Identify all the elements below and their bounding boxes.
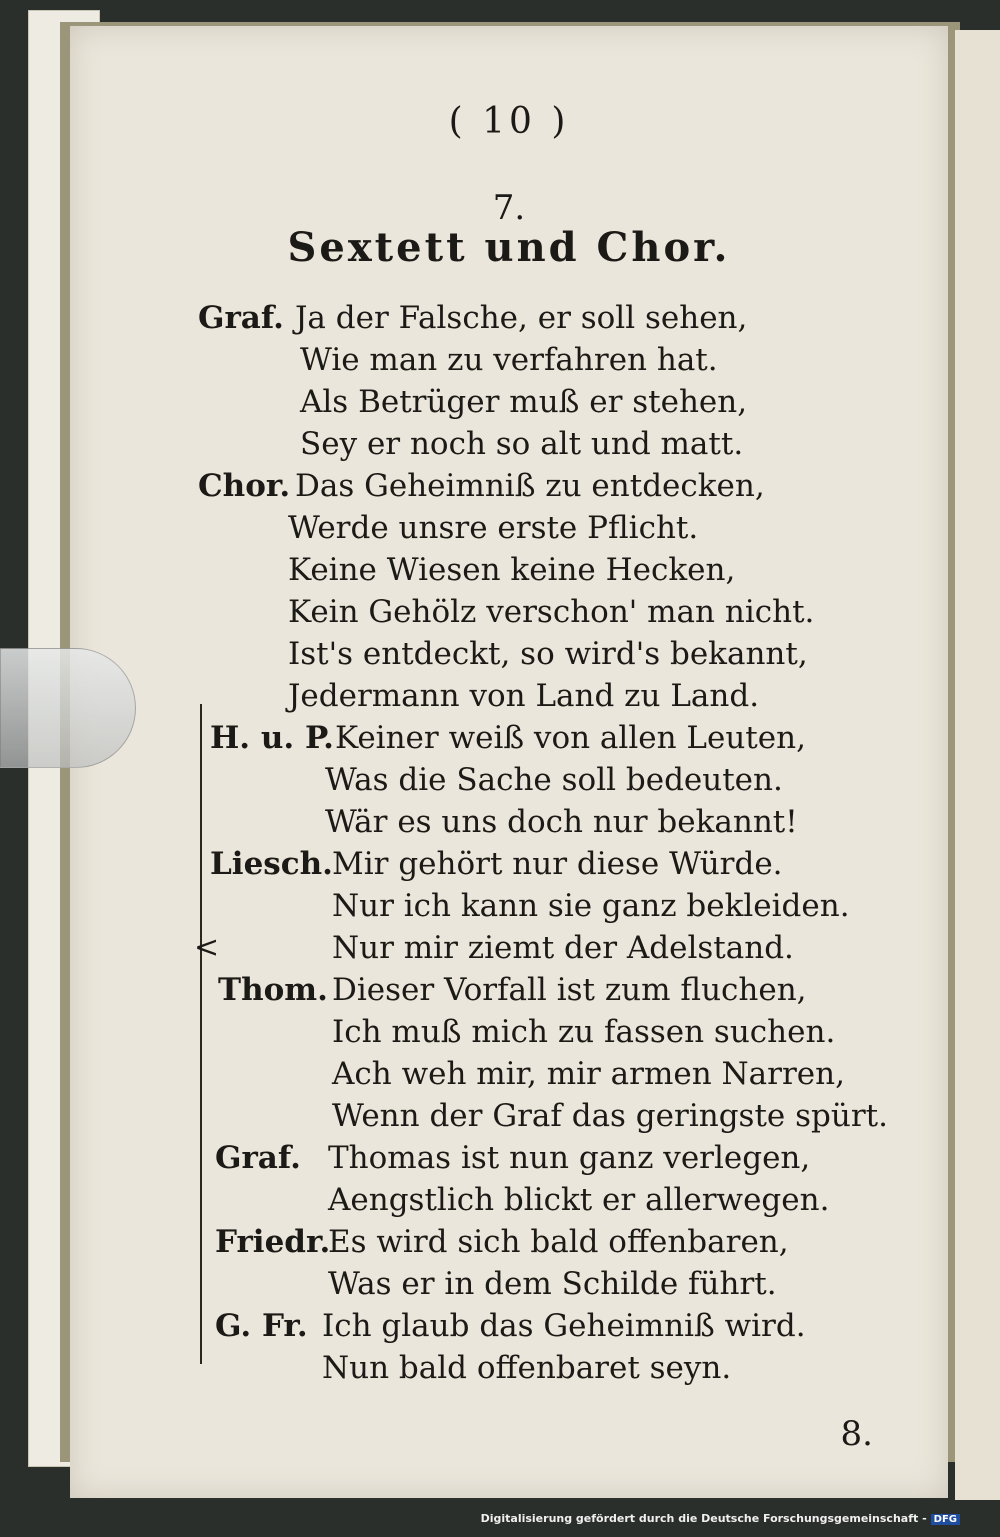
verse-line: Ich muß mich zu fassen suchen.	[332, 1014, 836, 1050]
page-number: ( 10 )	[448, 101, 570, 142]
verse-line: Mir gehört nur diese Würde.	[332, 846, 783, 882]
speaker-name: Chor.	[198, 468, 291, 504]
verse-line: Was er in dem Schilde führt.	[328, 1266, 777, 1302]
speaker-name: Liesch.	[210, 846, 333, 882]
verse-line: Werde unsre erste Pflicht.	[288, 510, 699, 546]
verse-line: Was die Sache soll bedeuten.	[325, 762, 783, 798]
speaker-name: Friedr.	[215, 1224, 331, 1260]
signature-mark: 8.	[840, 1414, 873, 1454]
verse-line: Das Geheimniß zu entdecken,	[295, 468, 765, 504]
verse-line: Wie man zu verfahren hat.	[300, 342, 718, 378]
verse-line: Ist's entdeckt, so wird's bekannt,	[288, 636, 808, 672]
bracket-point: <	[194, 930, 220, 965]
dfg-logo: DFG	[931, 1514, 960, 1525]
section-title: Sextett und Chor.	[287, 224, 731, 271]
book-page	[70, 26, 948, 1498]
verse-line: Jedermann von Land zu Land.	[288, 678, 760, 714]
plastic-page-clip	[0, 648, 136, 768]
verse-line: Nun bald offenbaret seyn.	[322, 1350, 732, 1386]
verse-line: Nur ich kann sie ganz bekleiden.	[332, 888, 850, 924]
verse-line: Ach weh mir, mir armen Narren,	[332, 1056, 845, 1092]
verse-line: Es wird sich bald offenbaren,	[328, 1224, 789, 1260]
speaker-name: Thom.	[218, 972, 328, 1008]
speaker-name: G. Fr.	[215, 1308, 308, 1344]
facing-page-edge	[955, 30, 1000, 1500]
speaker-name: Graf.	[215, 1140, 301, 1176]
verse-line: Nur mir ziemt der Adelstand.	[332, 930, 794, 966]
speaker-name: H. u. P.	[210, 720, 334, 756]
verse-line: Ja der Falsche, er soll sehen,	[295, 300, 748, 336]
speaker-name: Graf.	[198, 300, 284, 336]
verse-line: Als Betrüger muß er stehen,	[300, 384, 748, 420]
verse-line: Wär es uns doch nur bekannt!	[325, 804, 798, 840]
credit-text: Digitalisierung gefördert durch die Deutsche Forschungsgemeinschaft -	[480, 1512, 927, 1525]
verse-line: Aengstlich blickt er allerwegen.	[328, 1182, 830, 1218]
verse-line: Thomas ist nun ganz verlegen,	[328, 1140, 811, 1176]
ensemble-bracket	[200, 704, 216, 1364]
digitization-credit	[481, 1512, 960, 1525]
verse-line: Ich glaub das Geheimniß wird.	[322, 1308, 806, 1344]
verse-line: Kein Gehölz verschon' man nicht.	[288, 594, 815, 630]
verse-line: Sey er noch so alt und matt.	[300, 426, 744, 462]
verse-line: Keiner weiß von allen Leuten,	[335, 720, 806, 756]
verse-line: Dieser Vorfall ist zum fluchen,	[332, 972, 807, 1008]
section-number: 7.	[492, 188, 526, 228]
verse-line: Keine Wiesen keine Hecken,	[288, 552, 736, 588]
verse-line: Wenn der Graf das geringste spürt.	[332, 1098, 888, 1134]
